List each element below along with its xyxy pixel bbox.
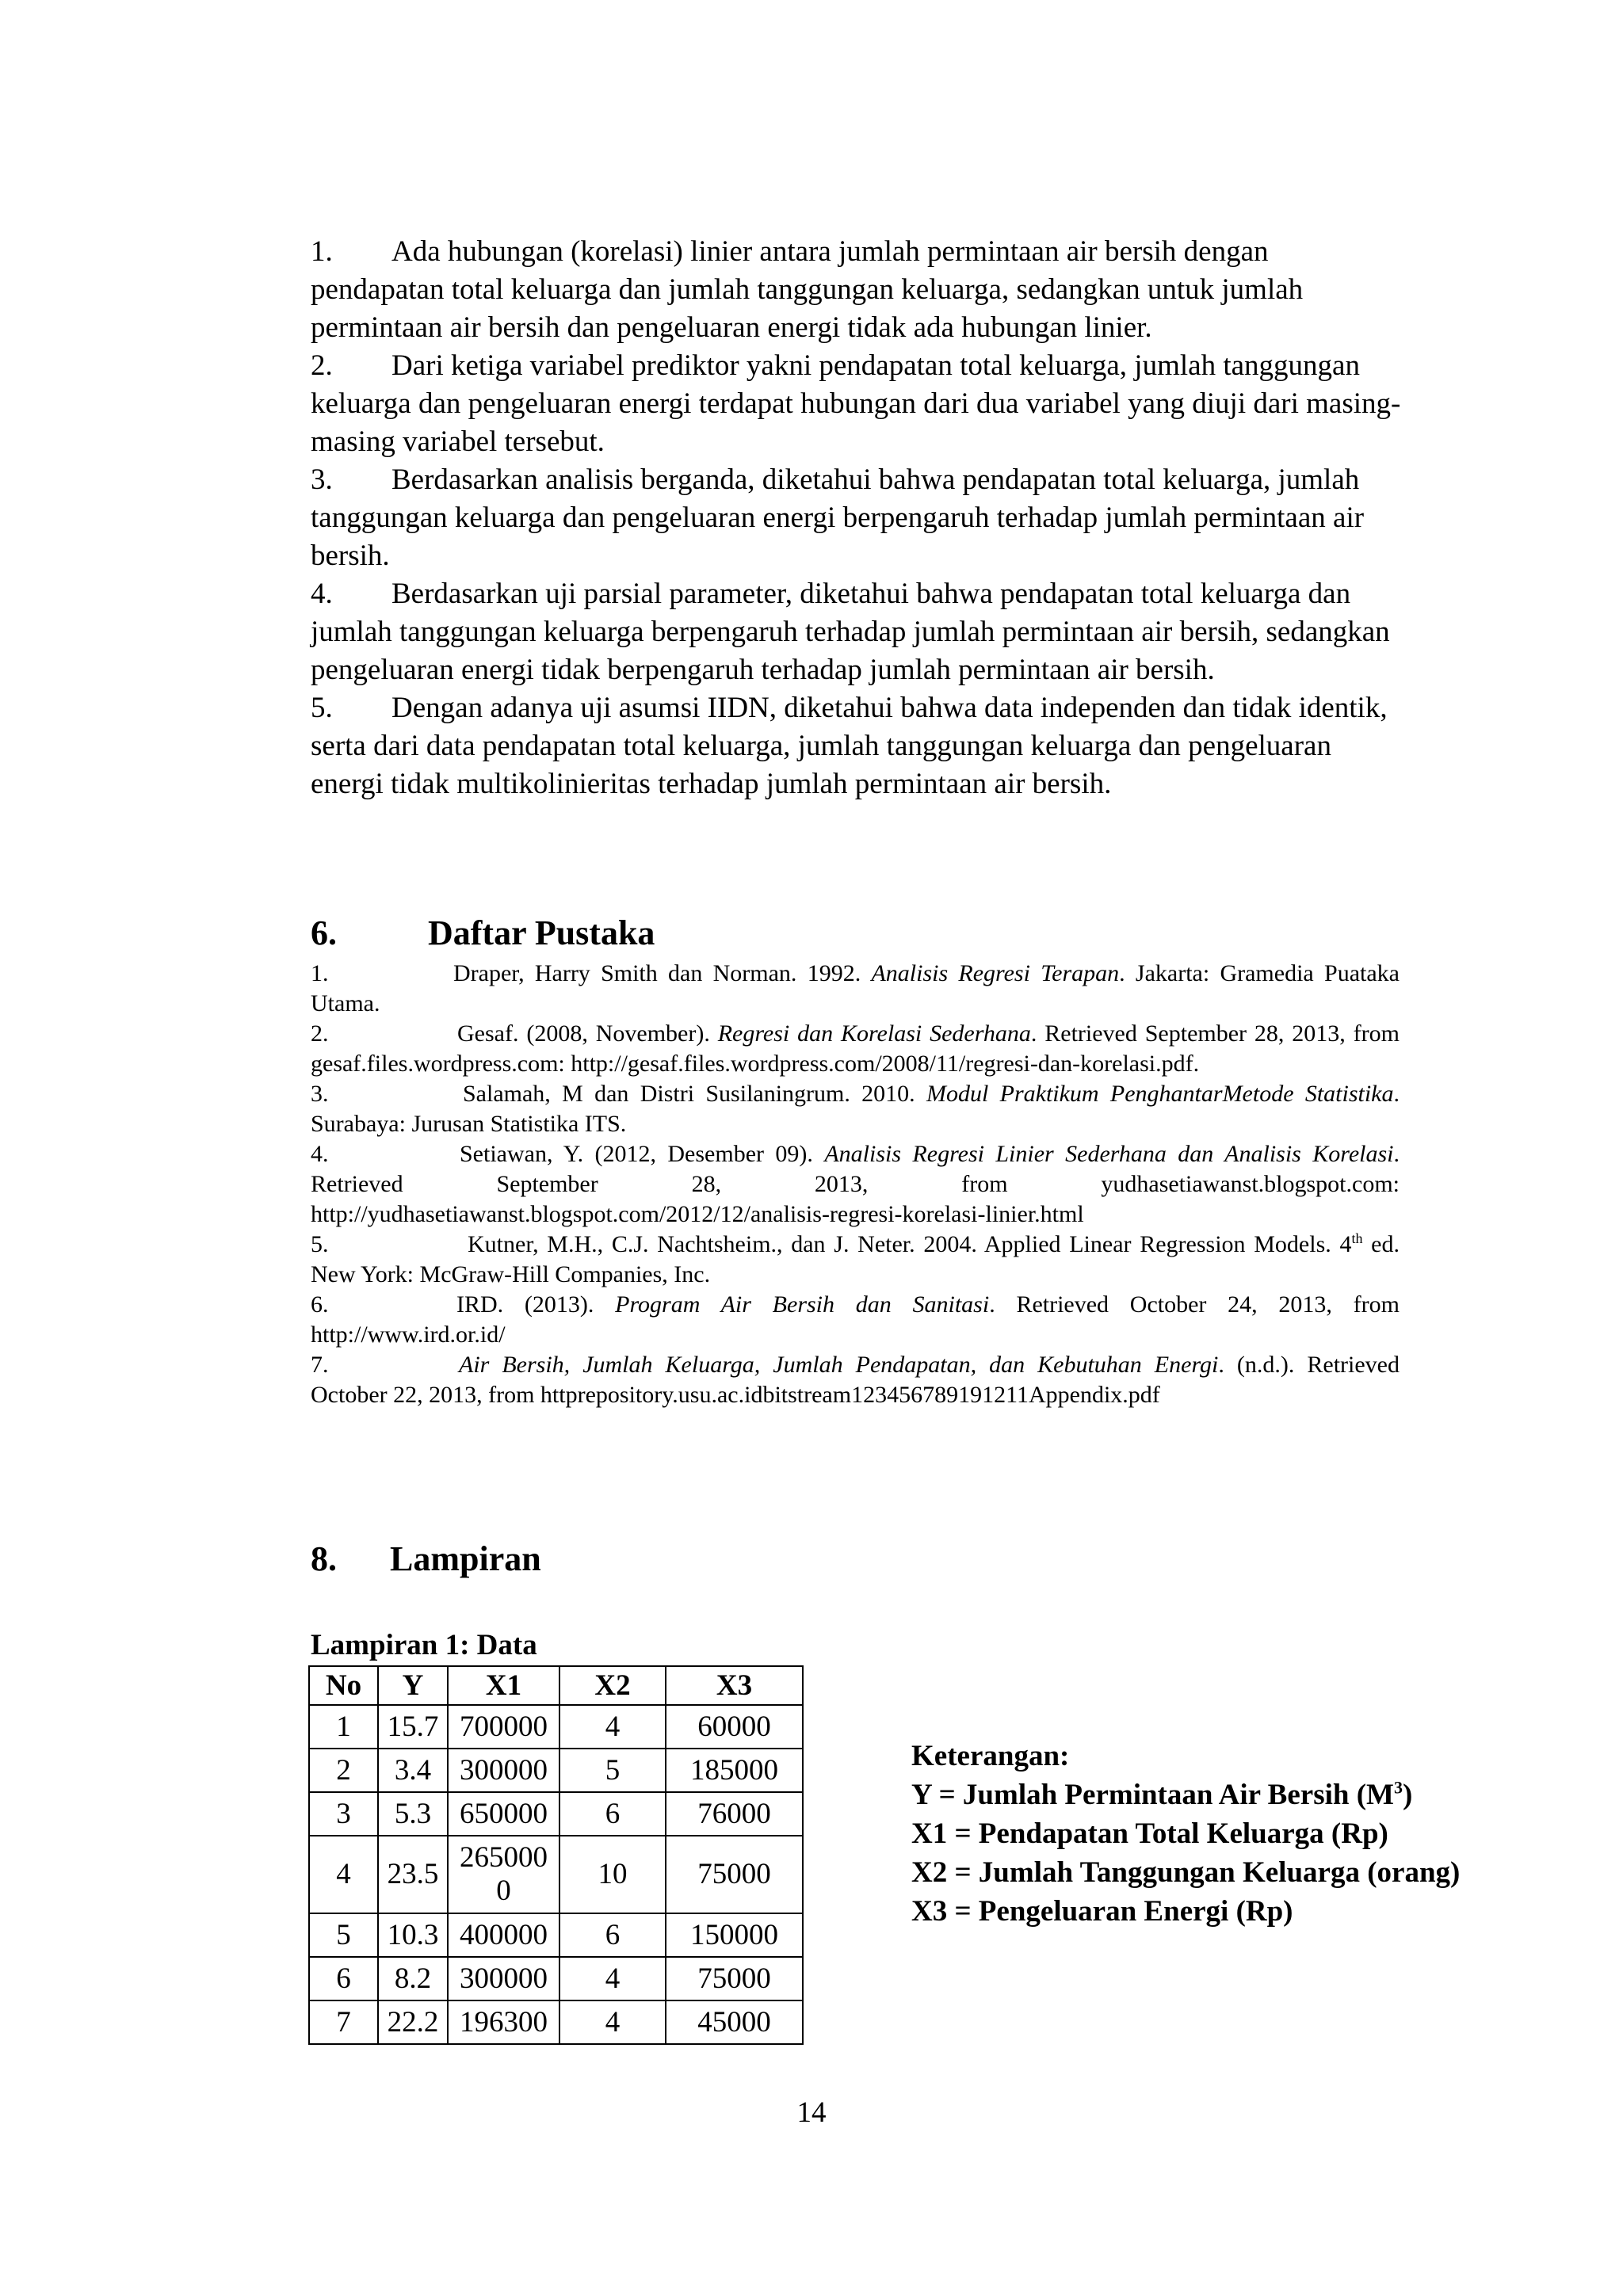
conclusion-number: 4. xyxy=(311,578,333,610)
reference-number: 3. xyxy=(311,1081,329,1107)
reference-pre: Draper, Harry Smith dan Norman. 1992. xyxy=(453,960,872,986)
legend-y xyxy=(911,1775,1460,1814)
reference-number: 2. xyxy=(311,1020,329,1047)
table-cell: 22.2 xyxy=(378,2000,448,2044)
reference-item xyxy=(311,1230,1400,1290)
table-cell: 3.4 xyxy=(378,1749,448,1792)
appendix-heading xyxy=(311,1539,541,1579)
conclusion-text: Ada hubungan (korelasi) linier antara jumlah permintaan air bersih dengan pendapatan total keluarga dan jumlah tanggungan keluarga, sedangkan untuk jumlah permintaan air bersih dan pengeluaran energi tidak ada hubungan linier. xyxy=(311,235,1304,344)
conclusions-list xyxy=(311,233,1404,803)
table-row xyxy=(309,1836,803,1913)
conclusion-item xyxy=(311,347,1404,461)
section-number: 6. xyxy=(311,913,337,952)
header-cell: No xyxy=(309,1666,378,1705)
table-cell: 3 xyxy=(309,1792,378,1836)
table-cell: 4 xyxy=(559,1705,666,1749)
table-cell: 10.3 xyxy=(378,1913,448,1957)
table-caption: Lampiran 1: Data xyxy=(311,1629,537,1661)
legend-x3: X3 = Pengeluaran Energi (Rp) xyxy=(911,1895,1293,1928)
header-cell: Y xyxy=(378,1666,448,1705)
reference-item xyxy=(311,1019,1400,1079)
reference-pre: IRD. (2013). xyxy=(456,1291,616,1318)
header-cell: X2 xyxy=(559,1666,666,1705)
reference-pre: Setiawan, Y. (2012, Desember 09). xyxy=(460,1141,825,1167)
table-cell: 1 xyxy=(309,1705,378,1749)
table-cell: 6 xyxy=(559,1913,666,1957)
table-cell: 15.7 xyxy=(378,1705,448,1749)
table-cell: 23.5 xyxy=(378,1836,448,1913)
reference-number: 7. xyxy=(311,1352,329,1378)
section-title: Lampiran xyxy=(390,1539,541,1578)
table-cell: 4 xyxy=(309,1836,378,1913)
conclusion-text: Dari ketiga variabel prediktor yakni pendapatan total keluarga, jumlah tanggungan keluarga dan pengeluaran energi terdapat hubungan dari dua variabel yang diuji dari masing-masing variabel tersebut. xyxy=(311,349,1401,458)
table-cell: 5 xyxy=(309,1913,378,1957)
table-row xyxy=(309,1749,803,1792)
reference-item xyxy=(311,1139,1400,1230)
table-cell: 400000 xyxy=(448,1913,559,1957)
table-cell: 76000 xyxy=(666,1792,803,1836)
table-cell: 75000 xyxy=(666,1957,803,2000)
reference-item xyxy=(311,959,1400,1019)
header-cell: X3 xyxy=(666,1666,803,1705)
data-table xyxy=(308,1665,804,2045)
table-cell: 5 xyxy=(559,1749,666,1792)
conclusion-text: Berdasarkan uji parsial parameter, diketahui bahwa pendapatan total keluarga dan jumlah tanggungan keluarga berpengaruh terhadap jumlah permintaan air bersih, sedangkan pengeluaran energi tidak berpengaruh terhadap jumlah permintaan air bersih. xyxy=(311,578,1390,686)
reference-post: . Surabaya: Jurusan Statistika ITS. xyxy=(311,1081,1400,1137)
table-cell: 7 xyxy=(309,2000,378,2044)
reference-item xyxy=(311,1350,1400,1410)
table-cell: 300000 xyxy=(448,1749,559,1792)
conclusion-item xyxy=(311,689,1404,803)
conclusion-text: Berdasarkan analisis berganda, diketahui bahwa pendapatan total keluarga, jumlah tanggungan keluarga dan pengeluaran energi berpengaruh terhadap jumlah permintaan air bersih. xyxy=(311,463,1365,572)
table-row xyxy=(309,2000,803,2044)
table-cell: 45000 xyxy=(666,2000,803,2044)
conclusion-text: Dengan adanya uji asumsi IIDN, diketahui bahwa data independen dan tidak identik, serta dari data pendapatan total keluarga, jumlah tanggungan keluarga dan pengeluaran energi tidak multikolinieritas terhadap jumlah permintaan air bersih. xyxy=(311,692,1388,800)
reference-number: 1. xyxy=(311,960,329,986)
reference-post: . Retrieved September 28, 2013, from yudhasetiawanst.blogspot.com: http://yudhasetiawanst.blogspot.com/2012/12/analisis-regresi-korelasi-linier.html xyxy=(311,1141,1400,1227)
conclusion-number: 3. xyxy=(311,463,333,496)
conclusion-number: 5. xyxy=(311,692,333,724)
legend-y-superscript: 3 xyxy=(1393,1777,1403,1798)
table-cell: 4 xyxy=(559,1957,666,2000)
references-heading xyxy=(311,913,655,953)
reference-title: Regresi dan Korelasi Sederhana xyxy=(717,1020,1031,1047)
table-cell: 650000 xyxy=(448,1792,559,1836)
table-row xyxy=(309,1957,803,2000)
table-row xyxy=(309,1913,803,1957)
table-cell: 185000 xyxy=(666,1749,803,1792)
reference-title: Analisis Regresi Linier Sederhana dan Analisis Korelasi xyxy=(824,1141,1394,1167)
reference-item xyxy=(311,1079,1400,1139)
legend-title: Keterangan: xyxy=(911,1740,1070,1772)
reference-number: 6. xyxy=(311,1291,329,1318)
table-cell: 60000 xyxy=(666,1705,803,1749)
reference-item xyxy=(311,1290,1400,1350)
conclusion-item xyxy=(311,575,1404,689)
reference-post: ed. New York: McGraw-Hill Companies, Inc. xyxy=(311,1231,1400,1287)
table-cell: 75000 xyxy=(666,1836,803,1913)
section-title: Daftar Pustaka xyxy=(428,913,655,952)
section-number: 8. xyxy=(311,1539,337,1578)
legend-y-close: ) xyxy=(1402,1779,1413,1811)
legend-y-text: Y = Jumlah Permintaan Air Bersih (M xyxy=(911,1779,1394,1811)
table-cell: 4 xyxy=(559,2000,666,2044)
reference-pre: Kutner, M.H., C.J. Nachtsheim., dan J. Neter. 2004. Applied Linear Regression Models. 4 xyxy=(468,1231,1352,1257)
table-cell: 196300 xyxy=(448,2000,559,2044)
conclusion-item xyxy=(311,461,1404,575)
table-cell: 150000 xyxy=(666,1913,803,1957)
table-row xyxy=(309,1792,803,1836)
reference-post: . Retrieved October 24, 2013, from http://www.ird.or.id/ xyxy=(311,1291,1400,1348)
table-cell: 8.2 xyxy=(378,1957,448,2000)
reference-title: Analisis Regresi Terapan xyxy=(871,960,1120,986)
reference-superscript: th xyxy=(1351,1230,1363,1246)
conclusion-number: 2. xyxy=(311,349,333,382)
legend-x1: X1 = Pendapatan Total Keluarga (Rp) xyxy=(911,1817,1388,1850)
legend-x2: X2 = Jumlah Tanggungan Keluarga (orang) xyxy=(911,1856,1461,1889)
table-cell: 5.3 xyxy=(378,1792,448,1836)
reference-pre: Gesaf. (2008, November). xyxy=(457,1020,718,1047)
reference-number: 4. xyxy=(311,1141,329,1167)
conclusion-number: 1. xyxy=(311,235,333,268)
table-cell: 6 xyxy=(559,1792,666,1836)
header-cell: X1 xyxy=(448,1666,559,1705)
table-cell: 6 xyxy=(309,1957,378,2000)
reference-post: . (n.d.). Retrieved October 22, 2013, from httprepository.usu.ac.idbitstream123456789191211Appendix.pdf xyxy=(311,1352,1400,1408)
table-row xyxy=(309,1705,803,1749)
reference-post: . Retrieved September 28, 2013, from gesaf.files.wordpress.com: http://gesaf.files.wordpress.com/2008/11/regresi-dan-korelasi.pdf. xyxy=(311,1020,1400,1077)
conclusion-item xyxy=(311,233,1404,347)
reference-pre: Salamah, M dan Distri Susilaningrum. 2010. xyxy=(463,1081,926,1107)
table-cell: 700000 xyxy=(448,1705,559,1749)
legend-block xyxy=(911,1737,1460,1931)
reference-title: Modul Praktikum PenghantarMetode Statistika xyxy=(926,1081,1394,1107)
references-list xyxy=(311,959,1400,1410)
table-cell: 10 xyxy=(559,1836,666,1913)
table-header-row xyxy=(309,1666,803,1705)
reference-title: Program Air Bersih dan Sanitasi xyxy=(615,1291,990,1318)
reference-post: . Jakarta: Gramedia Puataka Utama. xyxy=(311,960,1400,1016)
table-cell: 300000 xyxy=(448,1957,559,2000)
table-cell: 265000 0 xyxy=(448,1836,559,1913)
reference-title: Air Bersih, Jumlah Keluarga, Jumlah Pendapatan, dan Kebutuhan Energi xyxy=(459,1352,1219,1378)
page-number: 14 xyxy=(796,2096,827,2129)
reference-number: 5. xyxy=(311,1231,329,1257)
table-cell: 2 xyxy=(309,1749,378,1792)
